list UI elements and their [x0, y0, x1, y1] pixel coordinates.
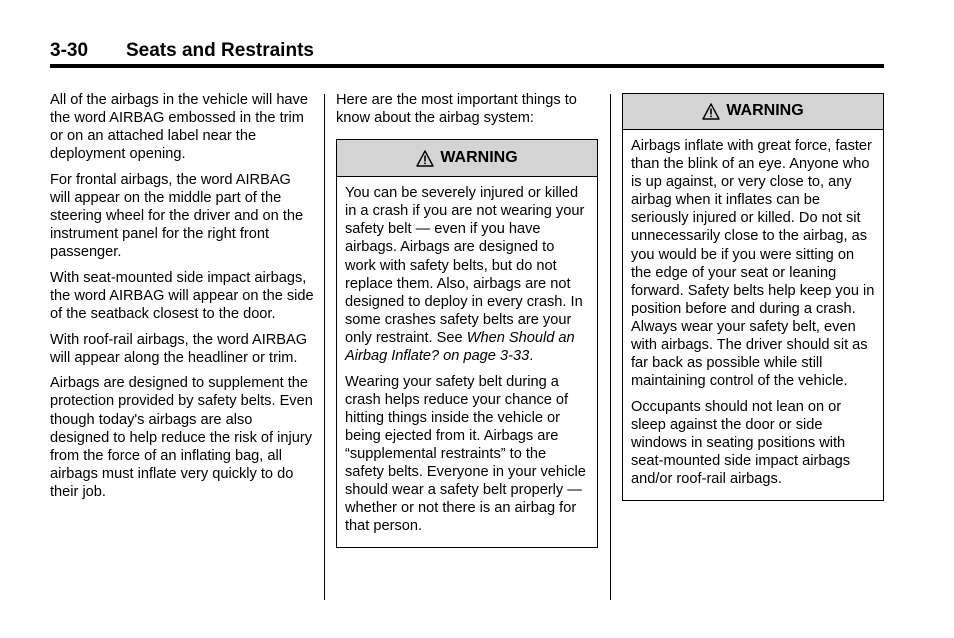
warning-body: [337, 177, 597, 547]
paragraph: For frontal airbags, the word AIRBAG will appear on the middle part of the steering wheel for the driver and on the instrument panel for the right front passenger.: [50, 171, 304, 261]
warning-paragraph: Airbags inflate with great force, faster than the blink of an eye. Anyone who is up against, or very close to, any airbag when it inflates can be seriously injured or killed. Do not sit unnecessarily close to the airbag, as you would be if you were sitting on the edge of your seat or leaning forward. Safety belts help keep you in position before and during a crash. Always wear your safety belt, even with airbags. The driver should sit as far back as possible while still maintaining control of the vehicle.: [631, 138, 875, 390]
column-divider: [324, 94, 325, 600]
page-header: [50, 38, 884, 68]
warning-paragraph: Wearing your safety belt during a crash helps reduce your chance of hitting things inside the vehicle or being ejected from it. Airbags are “supplemental restraints” to the safety belts. Everyone in your vehicle should wear a safety belt properly — whether or not there is an airbag for that person.: [345, 373, 586, 535]
warning-header: [623, 94, 883, 130]
warning-triangle-icon: [416, 150, 434, 167]
column-3: [622, 93, 884, 501]
paragraph: Airbags are designed to supplement the protection provided by safety belts. Even though today's airbags are also designed to help reduce the risk of injury from the force of an inflating bag, all airbags must inflate very quickly to do their job.: [50, 375, 313, 500]
intro-paragraph: Here are the most important things to know about the airbag system:: [336, 92, 577, 127]
warning-box: [622, 93, 884, 501]
warning-header: [337, 140, 597, 177]
warning-text-end: .: [529, 348, 534, 365]
column-2: [336, 91, 598, 548]
section-title: Seats and Restraints: [126, 40, 314, 61]
page-number: 3-30: [50, 40, 89, 61]
paragraph: With seat-mounted side impact airbags, the word AIRBAG will appear on the side of the seatback closest to the door.: [50, 269, 314, 323]
warning-title: WARNING: [726, 102, 804, 120]
warning-body: [623, 130, 883, 500]
column-1: [50, 91, 315, 508]
cross-reference-link[interactable]: When Should an Airbag Inflate? on page 3‑33: [345, 329, 575, 365]
warning-paragraph: [345, 184, 589, 365]
warning-triangle-icon: [702, 103, 720, 120]
warning-text: You can be severely injured or killed in a crash if you are not wearing your safety belt — even if you have airbags. Airbags are designed to work with safety belts, but do not replace them. Also, airbags are not designed to deploy in every crash. In some crashes safety belts are your only restraint. See: [345, 185, 585, 346]
paragraph: All of the airbags in the vehicle will have the word AIRBAG embossed in the trim or on an attached label near the deployment opening.: [50, 92, 308, 163]
column-divider: [610, 94, 611, 600]
warning-box: [336, 139, 598, 548]
warning-paragraph: Occupants should not lean on or sleep against the door or side windows in seating positions with seat-mounted side impact airbags and/or roof-rail airbags.: [631, 398, 851, 488]
paragraph: With roof-rail airbags, the word AIRBAG will appear along the headliner or trim.: [50, 331, 308, 366]
warning-title: WARNING: [440, 149, 518, 167]
